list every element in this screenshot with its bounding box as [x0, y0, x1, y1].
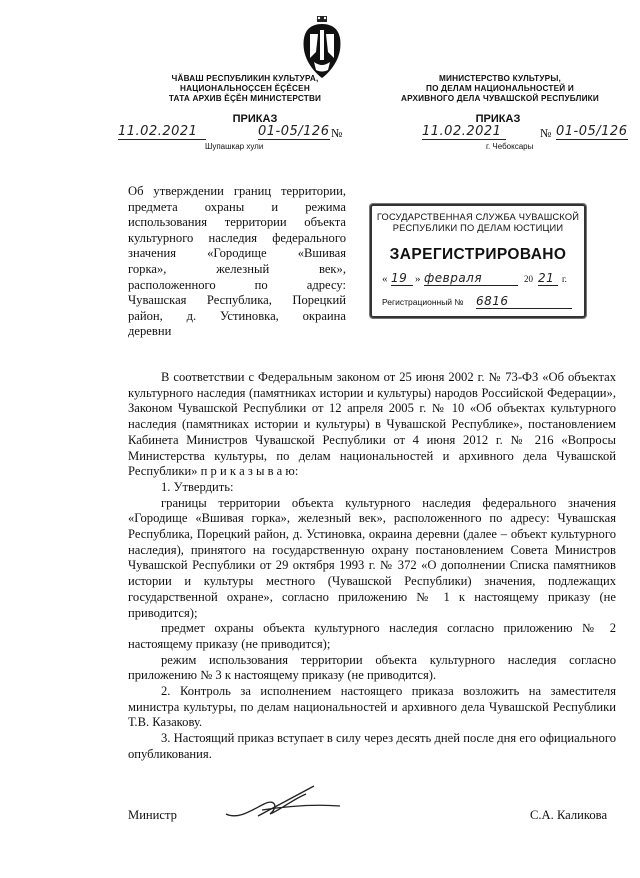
signature-name: С.А. Каликова: [530, 808, 608, 822]
body-p1: 1. Утвердить:: [161, 479, 234, 494]
left-date: 11.02.2021: [118, 124, 206, 140]
body-intro: В соответствии с Федеральным законом от 25 июня 2002 г. № 73-ФЗ «Об объектах культурного наследия (памятниках истории и культуры) народов Российской Федерации», Законом Чувашской Республики от 12 апреля 2005 г. № 10 «Об объектах культурного наследия (памятниках истории и культуры) в Чувашской Республике», постановлением Кабинета Министров Чувашской Республики от 4 июня 2012 г. № 216 «Вопросы Министерства культуры, по делам национальностей и архивного дела Чувашской Республики» п р и к а з ы в а ю:: [128, 370, 616, 479]
stamp-registered: ЗАРЕГИСТРИРОВАНО: [389, 246, 567, 263]
header-left-org: [150, 74, 340, 104]
title-line: Об утверждении границ территории,: [128, 184, 346, 198]
title-line: использования территории объекта: [128, 215, 346, 230]
title-line: деревни: [128, 324, 172, 339]
header-right-line-1: МИНИСТЕРСТВО КУЛЬТУРЫ,: [438, 74, 562, 83]
signature-position: Министр: [128, 808, 177, 822]
title-line: предмета охраны и режима: [128, 199, 346, 214]
coat-of-arms-emblem: [298, 14, 346, 80]
document-title: [128, 184, 346, 340]
title-line: Чувашская Республика, Порецкий: [128, 293, 346, 308]
prikaz-title-left: ПРИКАЗ: [232, 113, 278, 125]
prikaz-title-right: ПРИКАЗ: [475, 113, 521, 125]
stamp-month: февраля: [424, 271, 518, 286]
document-body: [128, 370, 616, 763]
body-p2: 2. Контроль за исполнением настоящего приказа возложить на заместителя министра культуры, по делам национальностей и архивного дела Чувашской Республики Т.В. Казакову.: [128, 684, 616, 730]
prikaz-right-date-number: [422, 124, 632, 140]
stamp-head-1: ГОСУДАРСТВЕННАЯ СЛУЖБА ЧУВАШСКОЙ: [376, 212, 580, 222]
stamp-year-unit: г.: [562, 274, 567, 284]
header-left-line-2: НАЦИОНАЛЬНОÇСЕН ĔÇĔСЕН: [180, 84, 310, 93]
title-line: горка», железный век»,: [128, 261, 346, 276]
stamp-reg-number: 6816: [476, 294, 572, 309]
stamp-date-open: «: [382, 273, 388, 285]
header-right-line-3: АРХИВНОГО ДЕЛА ЧУВАШСКОЙ РЕСПУБЛИКИ: [401, 94, 599, 103]
stamp-year-prefix: 20: [524, 274, 533, 284]
left-number-sign: №: [331, 126, 343, 140]
right-date: 11.02.2021: [422, 124, 506, 140]
header-left-line-1: ЧĂВАШ РЕСПУБЛИКИН КУЛЬТУРА,: [171, 74, 319, 83]
stamp-day: 19: [391, 271, 413, 286]
stamp-date-close: »: [415, 273, 421, 285]
header-right-org: [400, 74, 600, 104]
title-line: значения «Городище «Вшивая: [128, 246, 346, 261]
title-line: расположенного по адресу:: [128, 277, 346, 292]
left-city: Шупашкар хули: [205, 142, 264, 151]
handwritten-signature: [218, 780, 348, 828]
header-left-line-3: ТАТА АРХИВ ĔÇĔН МИНИСТЕРСТВИ: [168, 94, 322, 103]
stamp-year-suffix: 21: [538, 271, 558, 286]
body-p1a: границы территории объекта культурного наследия федерального значения «Городище «Вшивая горка», железный век», расположенного по адресу: Чувашская Республика, Порецкий район, д. Устиновка, окраина деревни (далее – объект культурного наследия), принятого на государственную охрану постановлением Совета Министров Чувашской Республики от 29 октября 1993 г. № 372 «О дополнении Списка памятников истории и культуры местного (Чувашской Республики) значения, подлежащих государственной охране», согласно приложению № 1 к настоящему приказу (не приводится);: [128, 495, 616, 620]
prikaz-left-date-number: [118, 124, 348, 140]
registration-stamp: [370, 204, 586, 318]
stamp-reg-row: [382, 294, 578, 310]
right-number: 01-05/126: [556, 124, 628, 139]
right-city: г. Чебоксары: [486, 142, 534, 151]
body-p1b: предмет охраны объекта культурного наследия согласно приложению № 2 настоящему приказу (не приводится);: [128, 621, 616, 651]
header-right-line-2: ПО ДЕЛАМ НАЦИОНАЛЬНОСТЕЙ И: [426, 84, 574, 93]
left-number: 01-05/126: [258, 124, 330, 139]
right-number-sign: №: [540, 126, 552, 140]
title-line: культурного наследия федерального: [128, 230, 346, 245]
stamp-head-2: РЕСПУБЛИКИ ПО ДЕЛАМ ЮСТИЦИИ: [392, 223, 564, 233]
stamp-reg-label: Регистрационный №: [382, 297, 464, 307]
body-p3: 3. Настоящий приказ вступает в силу через десять дней после дня его официального опубликования.: [128, 731, 616, 761]
body-p1c: режим использования территории объекта культурного наследия согласно приложению № 3 к настоящему приказу (не приводится).: [128, 652, 616, 683]
title-line: район, д. Устиновка, окраина: [128, 308, 346, 323]
stamp-date-row: [382, 272, 578, 288]
